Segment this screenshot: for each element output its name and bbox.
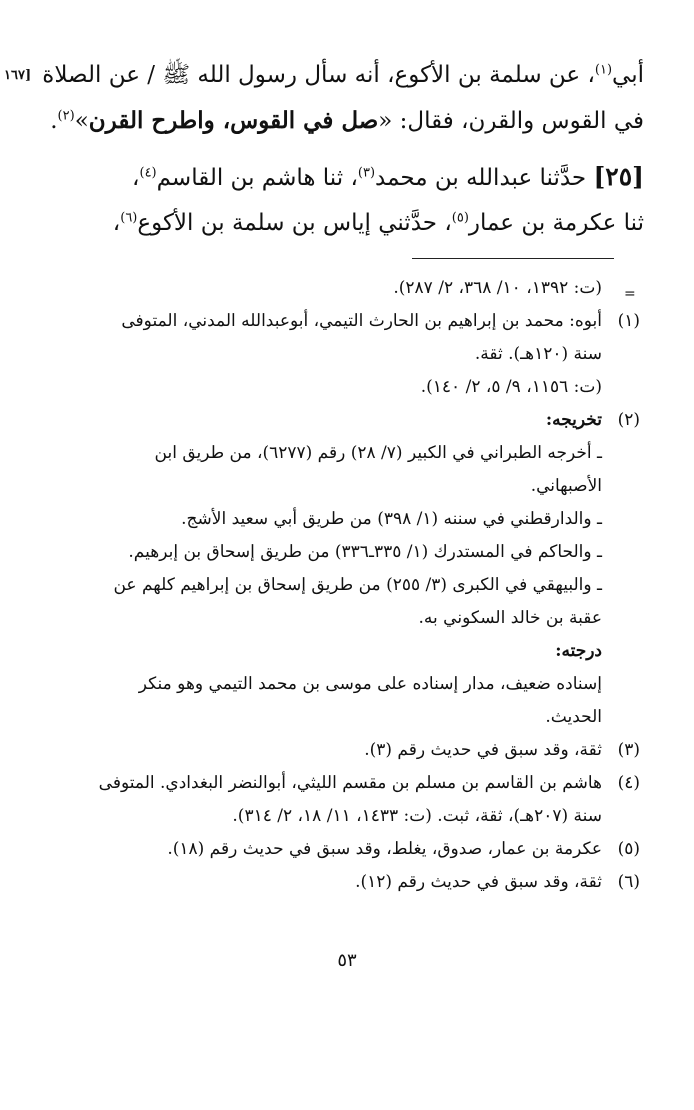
text-segment: ، [132, 165, 140, 191]
continuation-mark: = [624, 286, 636, 302]
hadith-matn: صل في القوس، واطرح القرن [88, 107, 379, 134]
footnote-line [40, 536, 640, 569]
footnote-line [40, 635, 640, 668]
footnote-heading: درجته: [555, 641, 602, 661]
footnote-heading: تخريجه: [545, 410, 602, 430]
text-segment: » [74, 108, 89, 134]
footnote-text: سنة (١٢٠هـ). ثقة. [474, 344, 602, 364]
footnote-line [40, 602, 640, 635]
footnote-number: (٣) [617, 740, 640, 760]
main-line-2 [40, 98, 644, 144]
footnote-number: (١) [617, 311, 640, 331]
text-segment: . [50, 108, 58, 134]
footnote-text: ثقة، وقد سبق في حديث رقم (١٢). [355, 872, 602, 892]
text-segment: حدَّثنا عبدالله بن محمد [375, 165, 594, 191]
footnote-text: عقبة بن خالد السكوني به. [418, 608, 602, 628]
footnote-line [40, 866, 640, 899]
text-segment: ، حدَّثني إياس بن سلمة بن الأكوع [137, 210, 452, 236]
footnote-text: هاشم بن القاسم بن مسلم بن مقسم الليثي، أبوالنضر البغدادي. المتوفى [98, 773, 602, 793]
footnote-text: سنة (٢٠٧هـ)، ثقة، ثبت. (ت: ١٤٣٣، ١١/ ١٨، ٢/ ٣١٤). [232, 806, 602, 826]
footnote-line [40, 371, 640, 404]
footnote-text: ـ أخرجه الطبراني في الكبير (٧/ ٢٨) رقم (٦٢٧٧)، من طريق ابن [154, 443, 602, 463]
margin-reference: [١٦٧ [4, 68, 32, 83]
footnote-separator [412, 258, 614, 259]
footnote-text: الأصبهاني. [530, 476, 602, 496]
footnote-line [40, 338, 640, 371]
footnote-line [40, 767, 640, 800]
main-line-3 [40, 154, 644, 200]
footnote-ref-1[interactable]: (١) [594, 62, 613, 78]
page-number: ٥٣ [337, 950, 357, 971]
footnote-number: (٦) [617, 872, 640, 892]
main-line-4 [40, 200, 644, 246]
footnote-text: ثقة، وقد سبق في حديث رقم (٣). [364, 740, 602, 760]
footnote-text: عكرمة بن عمار، صدوق، يغلط، وقد سبق في حديث رقم (١٨). [167, 839, 602, 859]
footnote-text: إسناده ضعيف، مدار إسناده على موسى بن محمد التيمي وهو منكر [138, 674, 602, 694]
text-segment: ، [112, 210, 121, 236]
footnote-text: ـ والحاكم في المستدرك (١/ ٣٣٥ـ٣٣٦) من طريق إسحاق بن إبرهيم. [128, 542, 602, 562]
footnote-text: ـ والدارقطني في سننه (١/ ٣٩٨) من طريق أبي سعيد الأشج. [181, 509, 602, 529]
footnote-number: (٤) [617, 773, 640, 793]
text-segment: ثنا عكرمة بن عمار [468, 210, 644, 236]
footnote-line [40, 833, 640, 866]
text-segment: أبي [612, 62, 644, 88]
footnote-number: (٥) [617, 839, 640, 859]
footnote-number: (٢) [617, 410, 640, 430]
footnote-line [40, 569, 640, 602]
text-segment: ، ثنا هاشم بن القاسم [156, 165, 358, 191]
text-segment: في القوس والقرن، فقال: « [378, 108, 644, 134]
footnote-line [40, 800, 640, 833]
footnote-ref-6[interactable]: (٦) [120, 210, 138, 226]
main-text [40, 52, 644, 246]
footnote-line [40, 503, 640, 536]
footnote-text: الحديث. [545, 707, 602, 727]
footnote-line [40, 734, 640, 767]
footnote-line [40, 404, 640, 437]
footnotes [40, 272, 640, 899]
footnote-text: أبوه: محمد بن إبراهيم بن الحارث التيمي، أبوعبدالله المدني، المتوفى [121, 311, 602, 331]
footnote-line [40, 470, 640, 503]
footnote-text: ـ والبيهقي في الكبرى (٣/ ٢٥٥) من طريق إسحاق بن إبراهيم كلهم عن [113, 575, 602, 595]
footnote-text: (ت: ١١٥٦، ٩/ ٥، ٢/ ١٤٠). [420, 377, 602, 397]
footnote-text: (ت: ١٣٩٢، ١٠/ ٣٦٨، ٢/ ٢٨٧). [393, 278, 602, 298]
main-line-1 [40, 52, 644, 98]
footnote-ref-3[interactable]: (٣) [357, 165, 376, 181]
footnote-line [40, 437, 640, 470]
footnote-ref-2[interactable]: (٢) [57, 108, 75, 124]
footnote-line [40, 701, 640, 734]
footnote-line [40, 272, 640, 305]
footnote-line [40, 668, 640, 701]
text-segment: ، عن سلمة بن الأكوع، أنه سأل رسول الله ﷺ / عن الصلاة [42, 62, 595, 88]
footnote-ref-5[interactable]: (٥) [451, 210, 469, 226]
footnote-ref-4[interactable]: (٤) [139, 165, 157, 181]
footnote-line [40, 305, 640, 338]
hadith-number: [٢٥] [593, 162, 644, 191]
